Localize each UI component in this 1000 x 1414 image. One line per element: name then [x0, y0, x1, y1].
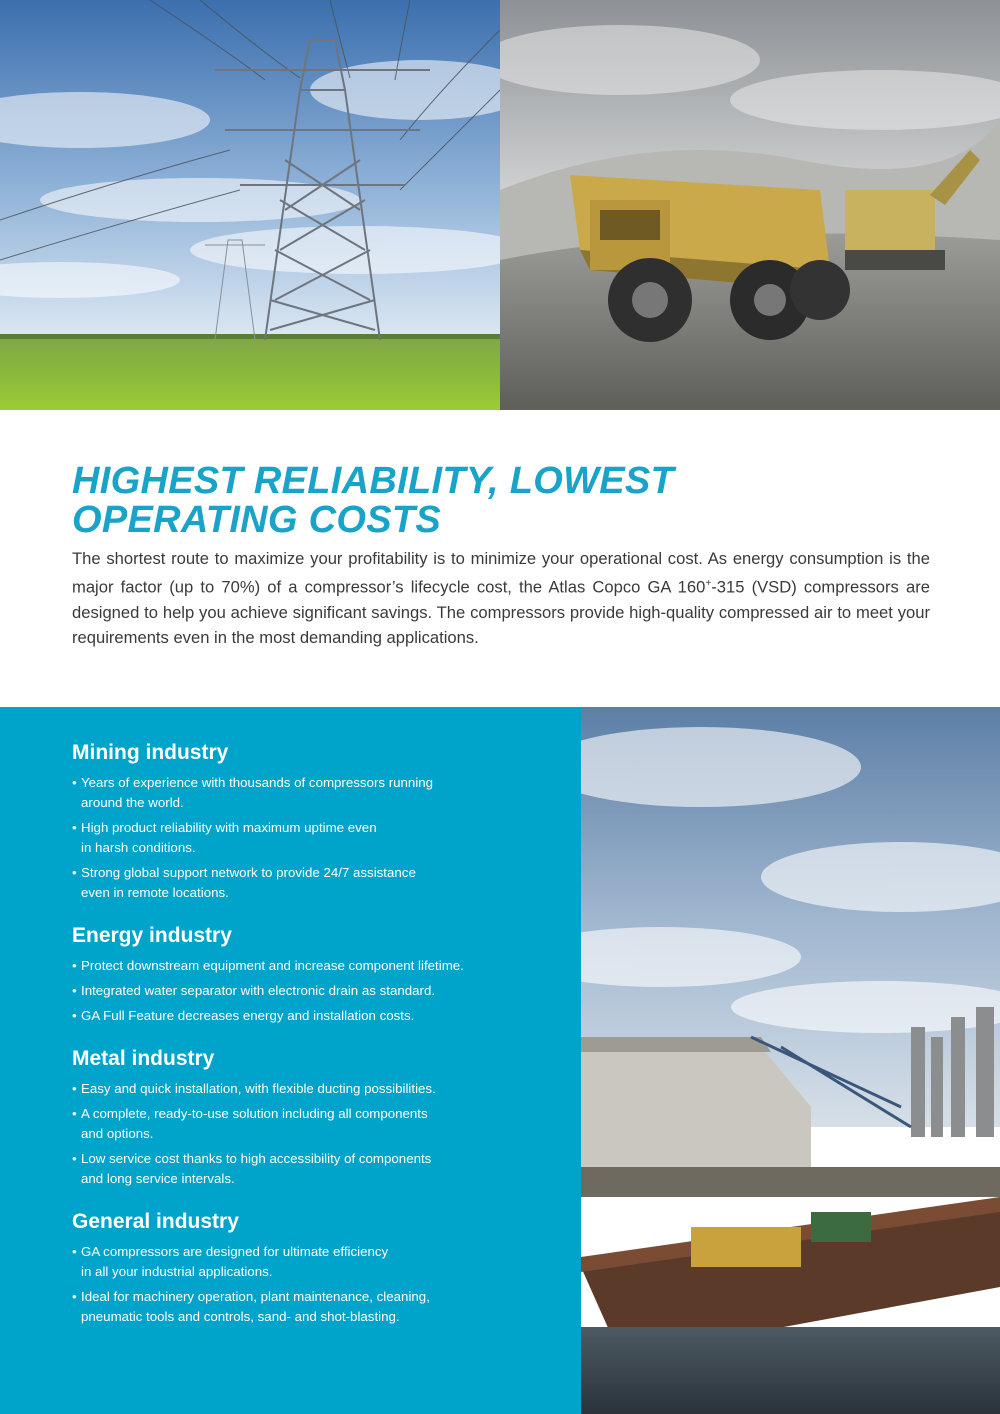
- bullet-item: [72, 1242, 542, 1282]
- industry-energy: [72, 923, 542, 1026]
- bullet-list: [72, 773, 542, 903]
- bullet-item: [72, 1006, 542, 1026]
- power-pylon-illustration: [0, 0, 500, 410]
- bullet-line: and options.: [81, 1126, 154, 1141]
- mining-truck-photo: [500, 0, 1000, 410]
- bullet-line: • Easy and quick installation, with flexible ducting possibilities.: [81, 1081, 436, 1096]
- bullet-line: in all your industrial applications.: [81, 1264, 273, 1279]
- industry-title: General industry: [72, 1210, 239, 1233]
- industry-title: Mining industry: [72, 741, 229, 764]
- intro-section: [72, 462, 930, 650]
- industries-panel: [0, 707, 581, 1414]
- industrial-harbor-illustration: [581, 707, 1000, 1414]
- page-title-line-1: HIGHEST RELIABILITY, LOWEST: [72, 460, 675, 502]
- bullet-line: around the world.: [81, 795, 184, 810]
- bullet-line: • Ideal for machinery operation, plant maintenance, cleaning,: [81, 1289, 430, 1304]
- page-title: [72, 462, 930, 540]
- bullet-list: [72, 1242, 542, 1327]
- bullet-line: • Years of experience with thousands of compressors running: [81, 775, 434, 790]
- intro-paragraph-part-2: -315 (VSD) compressors are designed to help you achieve significant savings. The compressors provide high-quality compressed air to meet your requirements even in the most demanding applications.: [72, 577, 930, 647]
- industry-general: [72, 1209, 542, 1327]
- bullet-item: [72, 863, 542, 903]
- bullet-line: pneumatic tools and controls, sand- and shot-blasting.: [81, 1309, 400, 1324]
- bullet-item: [72, 1079, 542, 1099]
- industry-title: Metal industry: [72, 1047, 215, 1070]
- bullet-line: • Low service cost thanks to high accessibility of components: [81, 1151, 432, 1166]
- industry-title: Energy industry: [72, 924, 232, 947]
- bullet-line: • GA Full Feature decreases energy and installation costs.: [81, 1008, 415, 1023]
- bullet-line: • GA compressors are designed for ultimate efficiency: [81, 1244, 389, 1259]
- intro-paragraph: [72, 546, 930, 650]
- bullet-line: in harsh conditions.: [81, 840, 196, 855]
- bullet-line: • Strong global support network to provide 24/7 assistance: [81, 865, 416, 880]
- industry-mining: [72, 740, 542, 903]
- bullet-item: [72, 818, 542, 858]
- mining-truck-illustration: [500, 0, 1000, 410]
- bullet-item: [72, 981, 542, 1001]
- industrial-harbor-photo: [581, 707, 1000, 1414]
- bullet-line: • Integrated water separator with electronic drain as standard.: [81, 983, 436, 998]
- bullet-item: [72, 1287, 542, 1327]
- bullet-line: • High product reliability with maximum uptime even: [81, 820, 377, 835]
- bullet-line: • A complete, ready-to-use solution including all components: [81, 1106, 428, 1121]
- intro-paragraph-superscript: +: [705, 578, 712, 589]
- bullet-line: • Protect downstream equipment and increase component lifetime.: [81, 958, 464, 973]
- bullet-list: [72, 1079, 542, 1189]
- bullet-item: [72, 1149, 542, 1189]
- bullet-list: [72, 956, 542, 1026]
- intro-paragraph-part-1: The shortest route to maximize your profitability is to minimize your operational cost. As energy consumption is the major factor (up to 70%) of a compressor’s lifecycle cost, the Atlas Copco GA 160: [72, 549, 930, 597]
- bullet-item: [72, 1104, 542, 1144]
- industry-metal: [72, 1046, 542, 1189]
- power-pylon-photo: [0, 0, 500, 410]
- bullet-line: even in remote locations.: [81, 885, 229, 900]
- bullet-item: [72, 773, 542, 813]
- bullet-line: and long service intervals.: [81, 1171, 235, 1186]
- page-title-line-2: OPERATING COSTS: [72, 499, 442, 541]
- industries-list: [72, 740, 542, 1347]
- bullet-item: [72, 956, 542, 976]
